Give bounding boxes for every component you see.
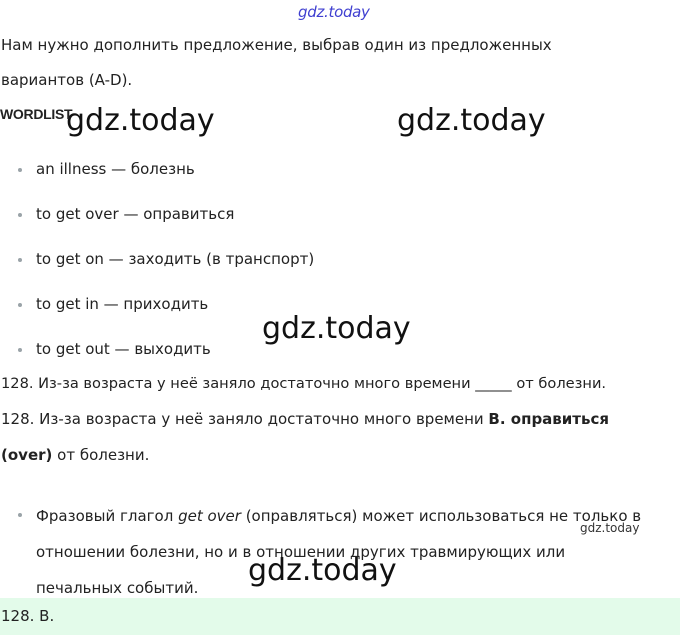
watermark: gdz.today: [397, 103, 546, 138]
wordlist-item: [15, 159, 195, 179]
wordlist-item-text: to get in — приходить: [36, 295, 209, 313]
final-answer-text: 128. B.: [1, 607, 55, 625]
bullet-icon: [18, 168, 22, 172]
explanation-note-text: Фразовый глагол get over (оправляться) может использоваться не только в отношении болезни, но и в отношении других травмирующих или печальных событий.: [36, 507, 642, 597]
bullet-icon: [18, 513, 22, 517]
wordlist-item-text: an illness — болезнь: [36, 160, 195, 178]
wordlist-heading: WORDLIST: [0, 106, 73, 122]
wordlist-item: [15, 204, 234, 224]
task-answer-particle: (over): [1, 446, 53, 464]
wordlist-item: [15, 339, 211, 359]
watermark: gdz.today: [248, 553, 397, 588]
wordlist-item: [15, 294, 208, 314]
bullet-icon: [18, 348, 22, 352]
explanation-note: [15, 498, 655, 606]
phrasal-verb-term: get over: [178, 507, 241, 525]
bullet-icon: [18, 303, 22, 307]
wordlist-item-text: to get on — заходить (в транспорт): [36, 250, 315, 268]
watermark: gdz.today: [66, 103, 215, 138]
task-question: 128. Из-за возраста у неё заняло достаточно много времени _____ от болезни.: [1, 375, 607, 392]
task-answer-choice: B. оправиться: [488, 410, 610, 428]
wordlist-item-text: to get over — оправиться: [36, 205, 235, 223]
wordlist-item: [15, 249, 314, 269]
intro-line-1: Нам нужно дополнить предложение, выбрав один из предложенных: [1, 36, 552, 54]
intro-line-2: вариантов (A-D).: [1, 71, 133, 89]
task-answer-suffix: от болезни.: [52, 446, 150, 464]
task-answer-prefix: 128. Из-за возраста у неё заняло достаточно много времени: [1, 410, 489, 428]
watermark-top: gdz.today: [298, 3, 370, 21]
task-answer-line-2: [1, 445, 149, 465]
bullet-icon: [18, 258, 22, 262]
bullet-icon: [18, 213, 22, 217]
wordlist-item-text: to get out — выходить: [36, 340, 211, 358]
task-answer-line-1: [1, 409, 609, 429]
watermark: gdz.today: [262, 311, 411, 346]
final-answer-bar: [0, 598, 680, 635]
watermark-small: gdz.today: [580, 521, 640, 535]
